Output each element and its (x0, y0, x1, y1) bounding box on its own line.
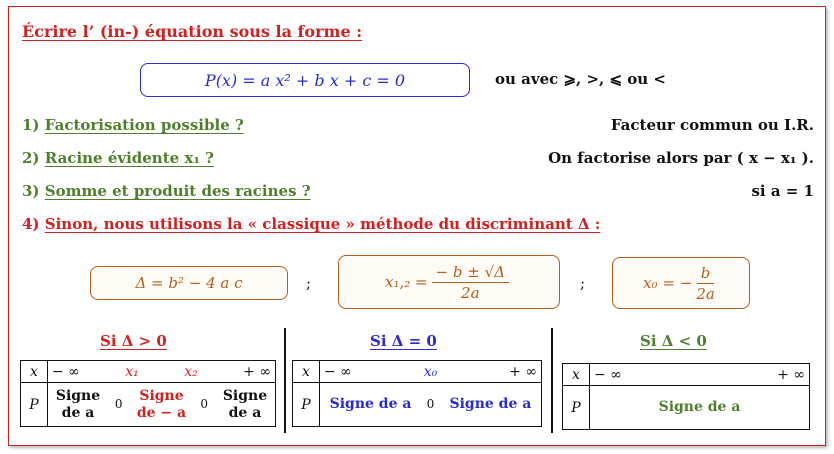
separator-1: ; (306, 274, 312, 292)
root-x2: x₂ (184, 363, 198, 380)
sign-left: Signe de a (329, 396, 412, 413)
roots-denominator: 2a (461, 283, 480, 302)
step-4 (22, 215, 600, 233)
step-3-note: si a = 1 (751, 182, 814, 200)
step-2-note: On factorise alors par ( x − x₁ ). (548, 149, 814, 167)
step-2-label: Racine évidente x₁ ? (44, 149, 214, 167)
case-zero-title: Si Δ = 0 (370, 332, 437, 350)
double-root-numerator: b (697, 264, 715, 284)
step-3-number: 3) (22, 182, 40, 200)
x-header: x (21, 361, 48, 383)
equation-box: P(x) = a x² + b x + c = 0 (140, 63, 470, 97)
plus-infinity: + ∞ (777, 366, 805, 383)
case-negative-title: Si Δ < 0 (640, 332, 707, 350)
x-values-row (48, 361, 276, 383)
roots-formula-box (338, 255, 560, 309)
minus-infinity: − ∞ (52, 363, 80, 380)
sign-table-positive (20, 360, 276, 427)
step-1-number: 1) (22, 116, 40, 134)
x-header: x (563, 364, 590, 386)
double-root-formula-box (612, 257, 750, 309)
plus-infinity: + ∞ (509, 363, 537, 380)
step-2-number: 2) (22, 149, 40, 167)
sign-outside-right: Signe de a (222, 388, 268, 421)
step-3 (22, 182, 311, 200)
p-header: P (21, 383, 48, 427)
signs-row (48, 383, 276, 427)
sign-table-negative (562, 363, 810, 430)
column-divider-2 (551, 328, 553, 433)
x-values-row (320, 361, 542, 383)
minus-infinity: − ∞ (324, 363, 352, 380)
zero-mark: 0 (426, 396, 435, 411)
p-header: P (563, 386, 590, 430)
double-root-fraction (696, 264, 715, 303)
step-1-note: Facteur commun ou I.R. (610, 116, 814, 134)
plus-infinity: + ∞ (243, 363, 271, 380)
equation-alternatives: ou avec ⩾, >, ⩽ ou < (495, 70, 666, 88)
sign-right: Signe de a (449, 396, 532, 413)
column-divider-1 (284, 328, 286, 433)
roots-fraction (432, 263, 509, 302)
x-header: x (293, 361, 320, 383)
separator-2: ; (580, 274, 586, 292)
delta-formula-box: Δ = b² − 4 a c (90, 266, 288, 300)
sign-constant: Signe de a (590, 386, 810, 430)
minus-infinity: − ∞ (594, 366, 622, 383)
zero-mark: 0 (114, 396, 123, 411)
page-title: Écrire l’ (in-) équation sous la forme : (22, 22, 363, 41)
case-positive-title: Si Δ > 0 (100, 332, 167, 350)
root-x1: x₁ (125, 363, 139, 380)
root-x0: x₀ (423, 363, 438, 380)
signs-row (320, 383, 542, 427)
roots-lhs: x₁,₂ = (384, 273, 428, 291)
sign-outside-left: Signe de a (55, 388, 101, 421)
step-2 (22, 149, 214, 167)
x-values-row (590, 364, 810, 386)
sign-between-roots: Signe de − a (136, 388, 187, 421)
double-root-denominator: 2a (696, 284, 715, 303)
step-4-label: Sinon, nous utilisons la « classique » méthode du discriminant Δ : (44, 215, 601, 233)
roots-numerator: − b ± √Δ (432, 263, 509, 283)
sign-table-zero (292, 360, 542, 427)
step-4-number: 4) (22, 215, 40, 233)
double-root-lhs: x₀ = − (643, 274, 693, 292)
step-3-label: Somme et produit des racines ? (44, 182, 311, 200)
p-header: P (293, 383, 320, 427)
step-1 (22, 116, 244, 134)
step-1-label: Factorisation possible ? (44, 116, 244, 134)
zero-mark: 0 (200, 396, 209, 411)
